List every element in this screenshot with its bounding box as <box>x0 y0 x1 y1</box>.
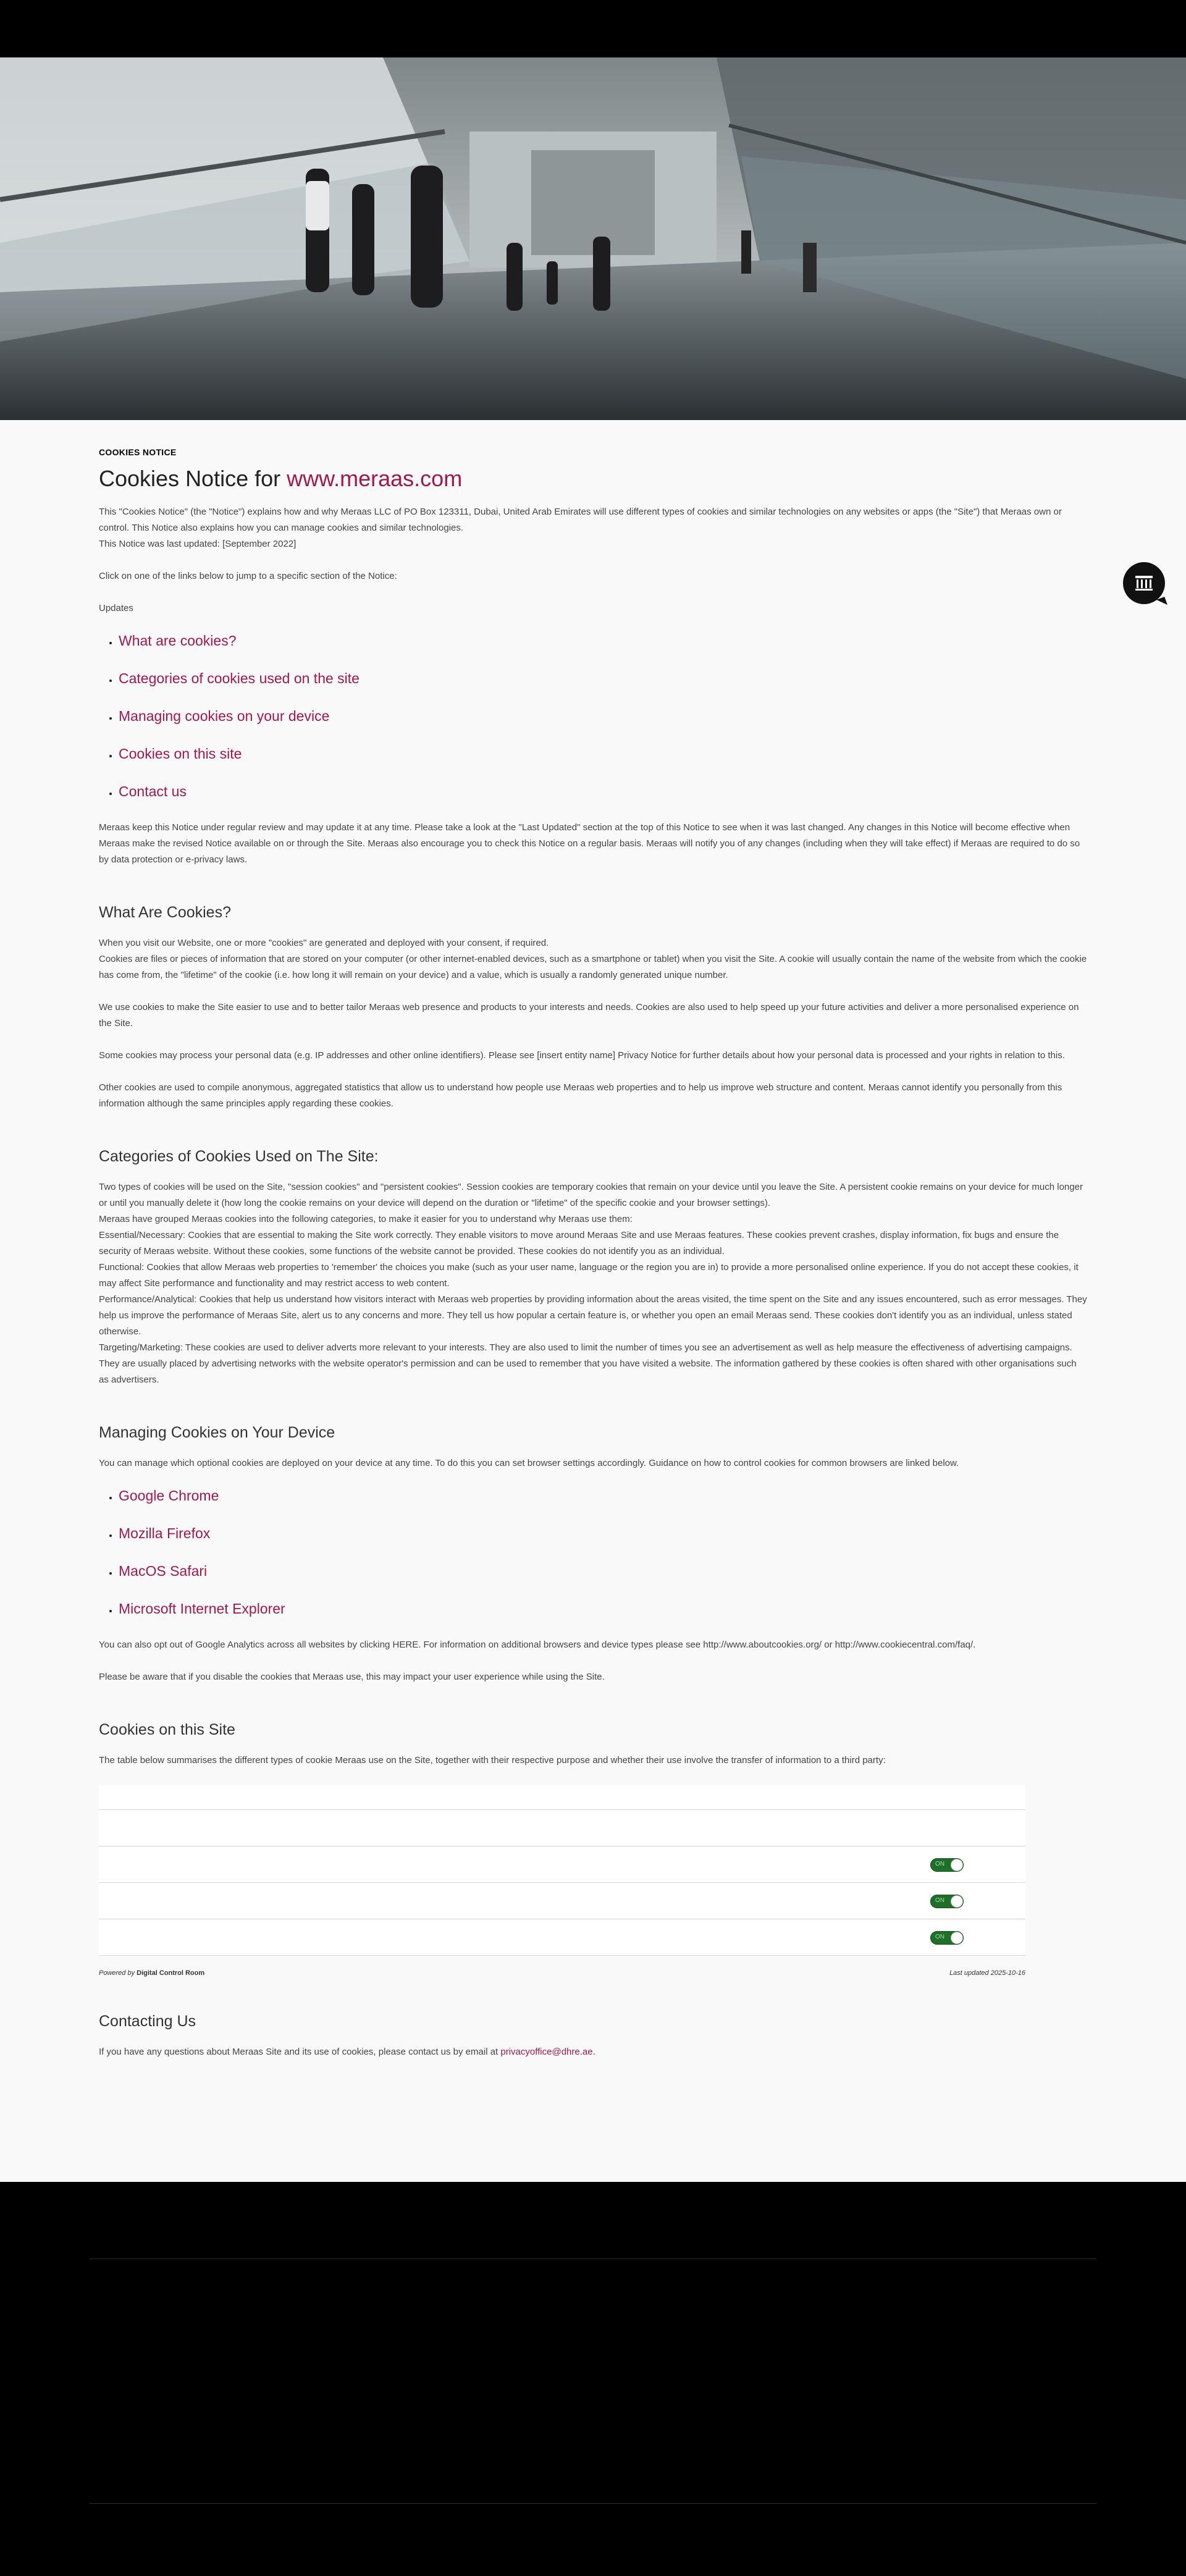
what-are-p1: When you visit our Website, one or more "cookies" are generated and deployed with your consent, if required. <box>99 938 549 948</box>
hero-photo <box>0 57 1186 420</box>
footer-divider <box>90 2503 1096 2504</box>
updates-label: Updates <box>99 603 133 613</box>
powered-by-prefix: Powered by <box>99 1969 137 1977</box>
footer-divider <box>90 2258 1096 2259</box>
cookie-toggle[interactable] <box>930 1858 964 1872</box>
toggle-state-label: ON <box>935 1861 944 1867</box>
toggle-state-label: ON <box>935 1934 944 1940</box>
chat-widget-button[interactable] <box>1123 562 1165 604</box>
browser-link-item <box>119 1486 1087 1505</box>
what-are-p4: Some cookies may process your personal data (e.g. IP addresses and other online identifiers). Please see [insert entity name] Privacy Notice for further details about how your personal data is processed and your rights in relation to this. <box>99 1050 1065 1061</box>
jump-link-item <box>119 669 1087 688</box>
powered-by-brand[interactable]: Digital Control Room <box>137 1969 205 1977</box>
browser-link-item <box>119 1562 1087 1580</box>
categories-p2: Meraas have grouped Meraas cookies into the following categories, to make it easier for you to understand why Meraas use them: <box>99 1214 633 1224</box>
last-updated-text: This Notice was last updated: [September 2022] <box>99 539 296 549</box>
jump-link-item <box>119 744 1087 763</box>
what-are-p2: Cookies are files or pieces of information that are stored on your computer (or other internet-enabled devices, such as a smartphone or tablet) when you visit the Site. A cookie will usually contain the name of the website from which the cookie has come from, the "lifetime" of the cookie (i.e. how long it will remain on your device) and a value, which is usually a randomly generated unique number. <box>99 954 1087 980</box>
browser-link-item <box>119 1524 1087 1543</box>
on-site-p1: The table below summarises the different types of cookie Meraas use on the Site, together with their respective purpose and whether their use involve the transfer of information to a third party: <box>99 1755 886 1766</box>
browser-link-firefox[interactable]: Mozilla Firefox <box>119 1525 211 1541</box>
main-content <box>99 420 1087 2060</box>
toggle-knob <box>951 1932 962 1943</box>
managing-p2: You can also opt out of Google Analytics across all websites by clicking HERE. For information on additional browsers and device types please see http://www.aboutcookies.org/ or http://www.cookiecentral.com/faq/. <box>99 1639 976 1650</box>
categories-targeting: Targeting/Marketing: These cookies are used to deliver adverts more relevant to your interests. They are also used to limit the number of times you see an advertisement as well as help measure the effectiveness of advertising campaigns. They are usually placed by advertising networks with the website operator's permission and can be used to remember that you have visited a website. The information gathered by these cookies is often shared with other organisations such as advertisers. <box>99 1342 1077 1385</box>
browser-links-list <box>99 1486 1087 1618</box>
cookie-table <box>99 1785 1025 1956</box>
section-heading-what-are-cookies: What Are Cookies? <box>99 904 231 921</box>
contact-paragraph <box>99 2044 1087 2060</box>
notice-label: COOKIES NOTICE <box>99 447 177 457</box>
what-are-p3: We use cookies to make the Site easier to use and to better tailor Meraas web presence and products to your interests and needs. Cookies are also used to help speed up your future activities and deliver a more personalised experience on the Site. <box>99 1002 1079 1029</box>
toggle-state-label: ON <box>935 1897 944 1904</box>
cookie-table-row <box>99 1846 1025 1883</box>
contact-email-link[interactable]: privacyoffice@dhre.ae <box>500 2047 593 2057</box>
categories-performance: Performance/Analytical: Cookies that help us understand how visitors interact with Meraas web properties by providing information about the areas visited, the time spent on the Site and any issues encountered, such as error messages. They help us improve the performance of Meraas Site, alert us to any concerns and more. They tell us how popular a certain feature is, or whether you open an email Meraas send. These cookies don't identify you as an individual, unless stated otherwise. <box>99 1294 1087 1337</box>
browser-link-chrome[interactable]: Google Chrome <box>119 1488 219 1504</box>
intro-paragraph: This "Cookies Notice" (the "Notice") explains how and why Meraas LLC of PO Box 123311, Dubai, United Arab Emirates will use different types of cookies and similar technologies on any websites or apps (the "Site") that Meraas own or control. This Notice also explains how you can manage cookies and similar technologies. <box>99 507 1062 533</box>
top-bar <box>0 0 1186 57</box>
jump-link-what-are-cookies[interactable]: What are cookies? <box>119 633 237 649</box>
managing-p3: Please be aware that if you disable the cookies that Meraas use, this may impact your user experience while using the Site. <box>99 1672 605 1682</box>
jump-link-contact[interactable]: Contact us <box>119 783 187 799</box>
categories-p1: Two types of cookies will be used on the Site, "session cookies" and "persistent cookies". Session cookies are temporary cookies that remain on your device until you leave the Site. A persistent cookie remains on your device for much longer or until you manually delete it (how long the cookie remains on your device will depend on the duration or "lifetime" of the specific cookie and your browser settings). <box>99 1182 1083 1208</box>
page-title-prefix: Cookies Notice for <box>99 466 287 491</box>
updates-paragraph: Meraas keep this Notice under regular review and may update it at any time. Please take a look at the "Last Updated" section at the top of this Notice to see when it was last changed. Any changes in this Notice will become effective when Meraas make the revised Notice available on or through the Site. Meraas also encourage you to check this Notice on a regular basis. Meraas will notify you of any changes (including when they will take effect) if Meraas are required to do so by data protection or e-privacy laws. <box>99 822 1080 865</box>
contact-end: . <box>592 2047 595 2057</box>
what-are-p5: Other cookies are used to compile anonymous, aggregated statistics that allow us to understand how people use Meraas web properties and to help us improve web structure and content. Meraas cannot identify you personally from this information although the same principles apply regarding these cookies. <box>99 1082 1062 1109</box>
toggle-knob <box>951 1859 962 1871</box>
jump-instructions: Click on one of the links below to jump to a specific section of the Notice: <box>99 571 397 581</box>
powered-by-bar <box>99 1969 1025 1977</box>
cookie-toggle[interactable] <box>930 1931 964 1945</box>
last-updated-date: Last updated 2025-10-16 <box>949 1969 1025 1977</box>
site-link[interactable]: www.meraas.com <box>287 466 463 491</box>
jump-link-item <box>119 707 1087 725</box>
cookie-table-row <box>99 1810 1025 1846</box>
cookie-table-row <box>99 1883 1025 1919</box>
jump-link-managing[interactable]: Managing cookies on your device <box>119 708 330 724</box>
cookie-table-row <box>99 1919 1025 1956</box>
section-heading-categories: Categories of Cookies Used on The Site: <box>99 1148 379 1165</box>
footer <box>0 2182 1186 2576</box>
section-heading-managing: Managing Cookies on Your Device <box>99 1424 335 1441</box>
managing-p1: You can manage which optional cookies are deployed on your device at any time. To do this you can set browser settings accordingly. Guidance on how to control cookies for common browsers are linked below. <box>99 1458 959 1468</box>
section-heading-cookies-on-site: Cookies on this Site <box>99 1721 235 1738</box>
jump-link-item <box>119 631 1087 650</box>
building-icon <box>1132 571 1156 596</box>
contact-text: If you have any questions about Meraas Site and its use of cookies, please contact us by email at <box>99 2047 501 2057</box>
powered-by-text <box>99 1969 204 1977</box>
jump-links-list <box>99 631 1087 801</box>
jump-link-item <box>119 782 1087 801</box>
cookie-table-header <box>99 1785 1025 1810</box>
hero-image <box>0 57 1186 420</box>
jump-link-cookies-on-site[interactable]: Cookies on this site <box>119 746 242 762</box>
section-heading-contact: Contacting Us <box>99 2013 196 2030</box>
cookie-toggle[interactable] <box>930 1895 964 1908</box>
toggle-knob <box>951 1896 962 1907</box>
jump-link-categories[interactable]: Categories of cookies used on the site <box>119 670 360 686</box>
categories-functional: Functional: Cookies that allow Meraas web properties to 'remember' the choices you make (such as your user name, language or the region you are in) to provide a more personalised online experience. If you do not accept these cookies, it may affect Site performance and functionality and may restrict access to web content. <box>99 1262 1079 1289</box>
browser-link-ie[interactable]: Microsoft Internet Explorer <box>119 1601 285 1617</box>
page-title <box>99 466 1087 492</box>
browser-link-item <box>119 1599 1087 1618</box>
browser-link-safari[interactable]: MacOS Safari <box>119 1563 208 1579</box>
categories-essential: Essential/Necessary: Cookies that are essential to making the Site work correctly. They enable visitors to move around Meraas Site and use Meraas features. These cookies prevent crashes, display information, fix bugs and ensure the security of Meraas website. Without these cookies, some functions of the website cannot be provided. These cookies do not identify you as an individual. <box>99 1230 1059 1256</box>
